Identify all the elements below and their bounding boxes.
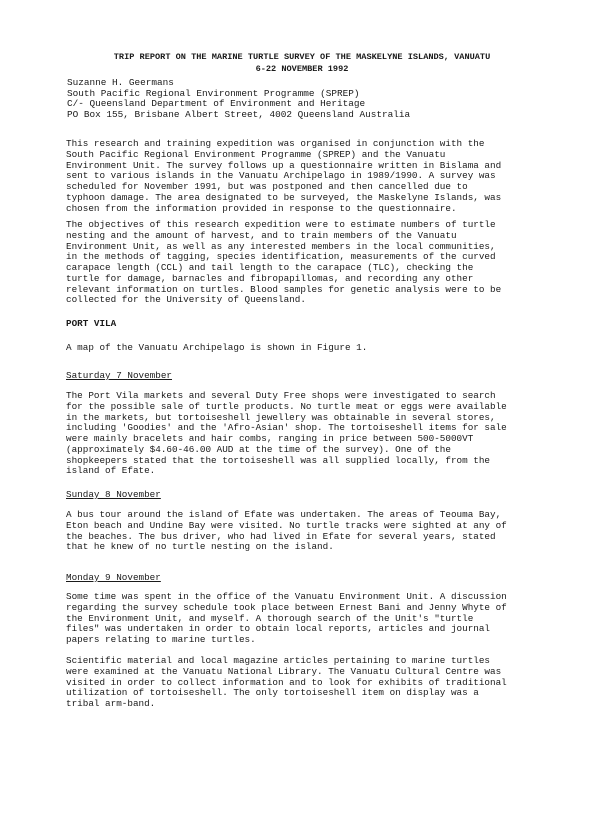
objectives-line: collected for the University of Queensland. (66, 294, 306, 306)
heading-monday-9-november: Monday 9 November (66, 572, 161, 583)
sunday-line: A bus tour around the island of Efate was undertaken. The areas of Teouma Bay, (66, 509, 502, 520)
monday-line: papers relating to marine turtles. (66, 634, 256, 645)
sunday-paragraph (66, 510, 556, 553)
intro-line: Environment Unit. The survey follows up a questionnaire written in Bislama and (66, 159, 502, 171)
objectives-line: turtle for damage, barnacles and fibropapillomas, and recording any other (66, 272, 474, 284)
saturday-line: island of Efate. (66, 465, 156, 477)
saturday-line: shopkeepers stated that the tortoiseshell was all supplied locally, from the (66, 454, 491, 466)
intro-paragraph (66, 139, 556, 214)
monday-line: Some time was spent in the office of the Vanuatu Environment Unit. A discussion (66, 591, 507, 602)
saturday-line: for the possible sale of turtle products. No turtle meat or eggs were available (66, 400, 507, 412)
monday-paragraph-2 (66, 656, 556, 710)
sunday-line: that he knew of no turtle nesting on the island. (66, 541, 334, 553)
heading-sunday-8-november: Sunday 8 November (66, 489, 161, 500)
saturday-line: The Port Vila markets and several Duty Free shops were investigated to search (66, 390, 496, 401)
report-title-line-2: 6-22 NOVEMBER 1992 (255, 64, 349, 74)
intro-line: typhoon damage. The area designated to be surveyed, the Maskelyne Islands, was (66, 191, 502, 203)
saturday-line: in the markets, but tortoiseshell jewellery was obtainable in several stores, (66, 411, 496, 423)
report-title (62, 51, 542, 75)
objectives-line: carapace length (CCL) and tail length to the carapace (TLC), checking the (66, 262, 474, 273)
intro-line: chosen from the information provided in response to the questionnaire. (66, 202, 457, 214)
saturday-line: (approximately $4.60-46.00 AUD at the time of the survey). One of the (66, 443, 451, 455)
monday-line: tribal arm-band. (66, 698, 156, 709)
saturday-line: were mainly bracelets and hair combs, ranging in price between 500-5000VT (66, 433, 474, 444)
saturday-paragraph (66, 391, 556, 477)
objectives-line: nesting and the amount of harvest, and to train members of the Vanuatu (66, 229, 457, 241)
objectives-line: The objectives of this research expedition were to estimate numbers of turtle (66, 219, 496, 230)
objectives-paragraph (66, 220, 556, 306)
intro-line: scheduled for November 1991, but was postponed and then cancelled due to (66, 181, 468, 192)
heading-saturday-7-november: Saturday 7 November (66, 370, 173, 381)
monday-line: the Environment Unit, and myself. A thorough search of the Unit's "turtle (66, 612, 474, 624)
monday-line: were examined at the Vanuatu National Library. The Vanuatu Cultural Centre was (66, 665, 502, 677)
intro-line: South Pacific Regional Environment Programme (SPREP) and the Vanuatu (66, 148, 446, 160)
objectives-line: relevant information on turtles. Blood samples for genetic analysis were to be (66, 283, 502, 295)
author-block (67, 78, 410, 120)
monday-line: utilization of tortoiseshell. The only tortoiseshell item on display was a (66, 687, 479, 699)
monday-line: regarding the survey schedule took place between Ernest Bani and Jenny Whyte of (66, 601, 507, 613)
intro-line: sent to various islands in the Vanuatu Archipelago in 1989/1990. A survey was (66, 170, 496, 182)
monday-line: Scientific material and local magazine articles pertaining to marine turtles (66, 655, 491, 666)
intro-line: This research and training expedition was organised in conjunction with the (66, 138, 485, 149)
saturday-line: including 'Goodies' and the 'Afro-Asian' shop. The tortoiseshell items for sale (66, 422, 507, 434)
sunday-line: the beaches. The bus driver, who had lived in Efate for several years, stated (66, 530, 496, 542)
author-name: Suzanne H. Geermans (67, 77, 174, 88)
map-note: A map of the Vanuatu Archipelago is shown in Figure 1. (66, 342, 368, 353)
sunday-line: Eton beach and Undine Bay were visited. No turtle tracks were sighted at any of (66, 519, 507, 531)
report-title-line-1: TRIP REPORT ON THE MARINE TURTLE SURVEY OF THE MASKELYNE ISLANDS, VANUATU (113, 52, 491, 62)
author-address: PO Box 155, Brisbane Albert Street, 4002 Queensland Australia (67, 108, 411, 120)
monday-paragraph-1 (66, 592, 556, 646)
objectives-line: in the methods of tagging, species identification, measurements of the curved (66, 251, 496, 263)
author-department: C/- Queensland Department of Environment and Heritage (67, 98, 366, 110)
monday-line: visited in order to collect information and to look for exhibits of traditional (66, 676, 507, 688)
monday-line: files" was undertaken in order to obtain local reports, articles and journal (66, 623, 491, 635)
author-affiliation: South Pacific Regional Environment Programme (SPREP) (67, 87, 360, 99)
objectives-line: Environment Unit, as well as any interested members in the local communities, (66, 240, 496, 252)
section-heading-port-vila: PORT VILA (66, 318, 117, 329)
